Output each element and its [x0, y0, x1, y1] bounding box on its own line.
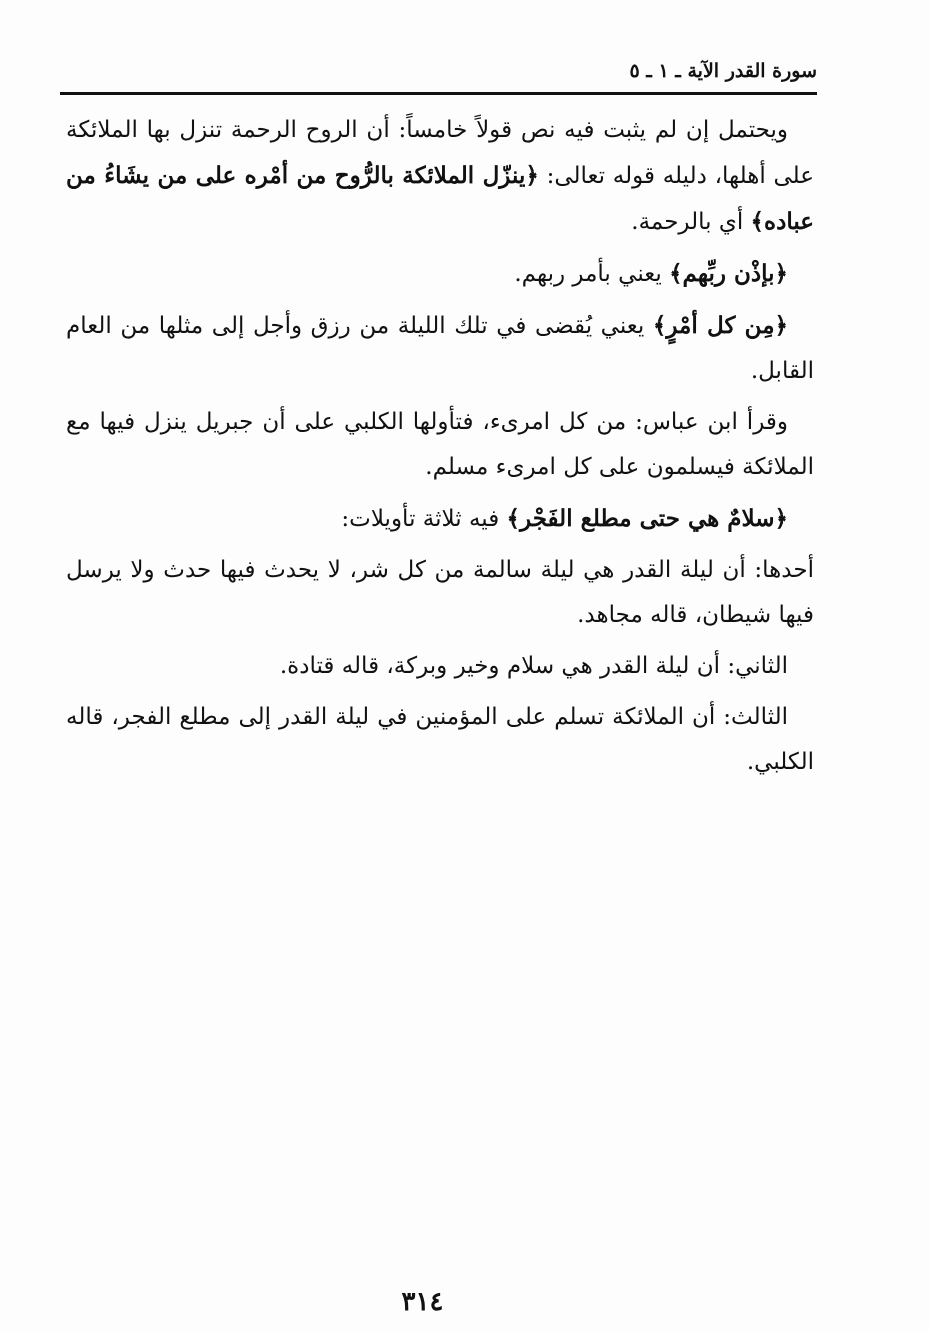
paragraph-by-permission [66, 251, 814, 297]
paragraph-first-interpretation [66, 548, 814, 638]
paragraph-fifth-view [66, 108, 814, 245]
paragraph-text: وقرأ ابن عباس: من كل امرىء، فتأولها الكلبي على أن جبريل ينزل فيها مع الملائكة فيسلمون على كل امرىء مسلم. [66, 409, 814, 480]
paragraph-every-matter [66, 303, 814, 394]
page-number: ٣١٤ [401, 1287, 444, 1317]
paragraph-text: أحدها: أن ليلة القدر هي ليلة سالمة من كل شر، لا يحدث فيها حدث ولا يرسل فيها شيطان، قاله مجاهد. [66, 557, 814, 628]
header-rule [60, 92, 817, 95]
quran-quote: ﴿بإذْن ربِّهم﴾ [669, 260, 788, 287]
running-header-title: سورة القدر الآية ـ ١ ـ ٥ [629, 60, 817, 82]
paragraph-second-interpretation [66, 644, 814, 689]
paragraph-text: فيه ثلاثة تأويلات: [341, 506, 507, 532]
paragraph-peace-until-dawn [66, 496, 814, 542]
paragraph-third-interpretation [66, 695, 814, 785]
main-text-block [66, 108, 814, 791]
quran-quote: ﴿ينزّل الملائكة بالرُّوح من أمْره على من يشَاءُ من عباده﴾ [66, 162, 814, 235]
paragraph-text: أي بالرحمة. [631, 209, 751, 235]
paragraph-text: يعني يُقضى في تلك الليلة من رزق وأجل إلى مثلها من العام القابل. [66, 313, 814, 384]
paragraph-ibn-abbas-reading [66, 400, 814, 490]
paragraph-text: ويحتمل إن لم يثبت فيه نص قولاً خامساً: أن الروح الرحمة تنزل بها الملائكة على أهلها، دليله قوله تعالى: [66, 117, 814, 189]
paragraph-text: الثاني: أن ليلة القدر هي سلام وخير وبركة، قاله قتادة. [279, 653, 788, 679]
quran-quote: ﴿مِن كل أمْرٍ﴾ [652, 312, 788, 339]
paragraph-text: الثالث: أن الملائكة تسلم على المؤمنين في ليلة القدر إلى مطلع الفجر، قاله الكلبي. [66, 704, 814, 775]
paragraph-text: يعني بأمر ربهم. [514, 261, 670, 287]
quran-quote: ﴿سلامٌ هي حتى مطلع الفَجْر﴾ [506, 505, 788, 532]
